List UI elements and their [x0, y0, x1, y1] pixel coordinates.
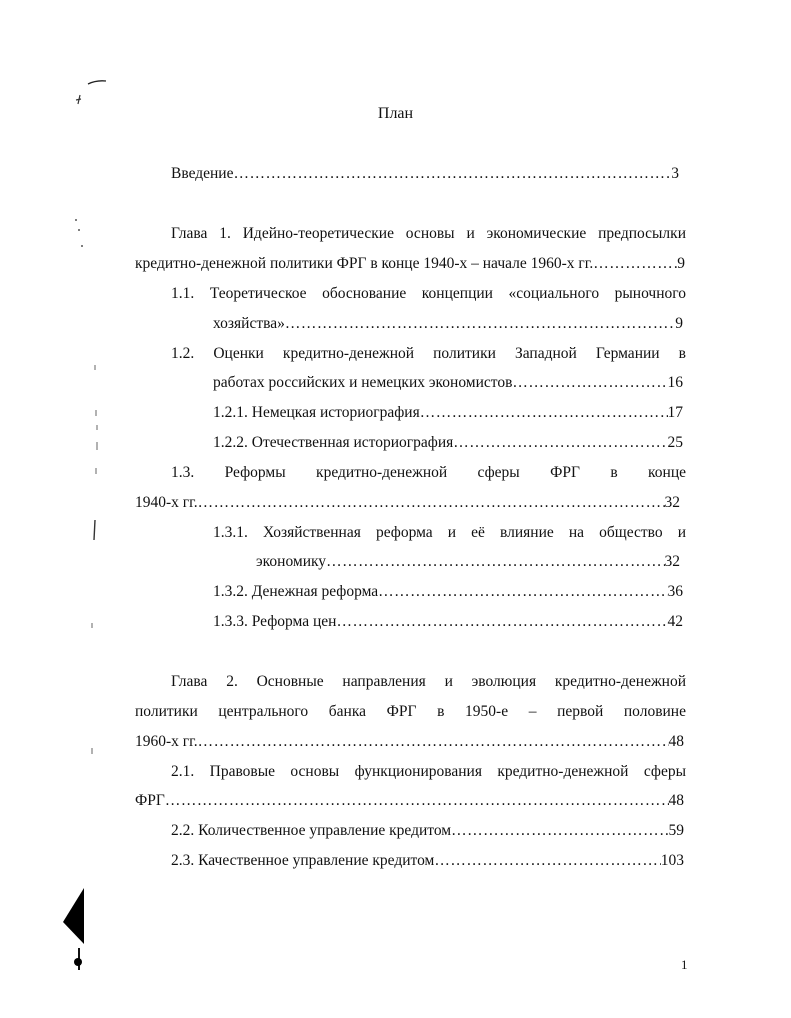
toc-page-number: 9 [675, 315, 683, 332]
toc-entry-1-3-line-2 [135, 493, 680, 513]
scan-dot [78, 229, 80, 231]
toc-entry-1-2-2 [213, 433, 683, 453]
toc-page-number: 25 [667, 434, 683, 451]
scan-dot [81, 245, 83, 247]
toc-entry-text: 1.2.1. Немецкая историография [213, 404, 420, 421]
toc-entry-1-3-2 [213, 582, 683, 602]
chapter-1-title-line-2 [135, 254, 685, 274]
chapter-2-title-line-2: политики центрального банка ФРГ в 1950-е – первой половине [135, 703, 686, 720]
toc-page-number: 3 [671, 165, 679, 182]
toc-entry-1-2-line-2 [213, 373, 683, 393]
toc-page-number: 32 [664, 553, 680, 570]
toc-entry-text: работах российских и немецких экономистов [213, 374, 513, 391]
leader-dots [434, 851, 660, 871]
leader-dots [198, 732, 669, 752]
toc-page-number: 59 [668, 822, 684, 839]
leader-dots [512, 373, 667, 393]
toc-entry-1-3-line-1: 1.3. Реформы кредитно-денежной сферы ФРГ в конце [171, 464, 686, 481]
toc-page-number: 48 [668, 792, 684, 809]
page-title: План [377, 105, 414, 122]
toc-entry-text: 1.3.3. Реформа цен [213, 613, 337, 630]
toc-entry-2-2 [171, 821, 684, 841]
toc-entry-1-2-line-1: 1.2. Оценки кредитно-денежной политики Западной Германии в [171, 345, 686, 362]
leader-dots [198, 493, 665, 513]
toc-entry-1-3-3 [213, 612, 683, 632]
chapter-1-title-line-1: Глава 1. Идейно-теоретические основы и экономические предпосылки [171, 225, 686, 242]
scan-stroke [94, 520, 95, 540]
leader-dots [285, 314, 675, 334]
leader-dots [453, 433, 667, 453]
scan-dot [75, 219, 77, 221]
toc-entry-text: экономику [256, 553, 327, 570]
toc-entry-text: хозяйства» [213, 315, 285, 332]
leader-dots [326, 552, 664, 572]
leader-dots [233, 164, 671, 184]
toc-page-number: 103 [660, 852, 684, 869]
scan-mark-tick [76, 95, 81, 104]
toc-entry-1-2-1 [213, 403, 683, 423]
toc-entry-text: 1.2.2. Отечественная историография [213, 434, 454, 451]
toc-entry-text: ФРГ [135, 792, 165, 809]
scan-artifacts [60, 70, 120, 970]
leader-dots [165, 791, 669, 811]
toc-entry-1-3-1-line-2 [256, 552, 680, 572]
toc-entry-2-1-line-2 [135, 791, 684, 811]
toc-entry-1-1-line-2 [213, 314, 683, 334]
toc-entry-1-3-1-line-1: 1.3.1. Хозяйственная реформа и её влияние на общество и [213, 524, 686, 541]
toc-entry-text: 2.2. Количественное управление кредитом [171, 822, 452, 839]
toc-entry-text: 1.3.2. Денежная реформа [213, 583, 379, 600]
binding-triangle-mark [63, 888, 84, 944]
toc-entry-intro [171, 164, 679, 184]
toc-entry-2-1-line-1: 2.1. Правовые основы функционирования кредитно-денежной сферы [171, 763, 686, 780]
leader-dots [336, 612, 667, 632]
toc-entry-text: Введение [171, 165, 234, 182]
toc-page-number: 48 [668, 733, 684, 750]
footer-page-number: 1 [681, 957, 688, 972]
toc-entry-text: 1940-х гг. [135, 494, 198, 511]
toc-entry-2-3 [171, 851, 684, 871]
toc-entry-text: 1960-х гг. [135, 733, 198, 750]
scan-mark-stroke [88, 81, 106, 84]
leader-dots [593, 254, 677, 274]
toc-page-number: 36 [667, 583, 683, 600]
toc-page-number: 32 [664, 494, 680, 511]
toc-page-number: 9 [677, 255, 685, 272]
binding-hole-mark [74, 958, 82, 966]
toc-page-number: 16 [667, 374, 683, 391]
toc-entry-1-1-line-1: 1.1. Теоретическое обоснование концепции «социального рыночного [171, 285, 686, 302]
leader-dots [378, 582, 667, 602]
toc-page-number: 17 [667, 404, 683, 421]
toc-entry-text: 2.3. Качественное управление кредитом [171, 852, 435, 869]
chapter-2-title-line-3 [135, 732, 684, 752]
leader-dots [420, 403, 668, 423]
toc-page-number: 42 [667, 613, 683, 630]
leader-dots [451, 821, 668, 841]
chapter-2-title-line-1: Глава 2. Основные направления и эволюция кредитно-денежной [171, 673, 686, 690]
toc-entry-text: кредитно-денежной политики ФРГ в конце 1940-х – начале 1960-х гг. [135, 255, 594, 272]
